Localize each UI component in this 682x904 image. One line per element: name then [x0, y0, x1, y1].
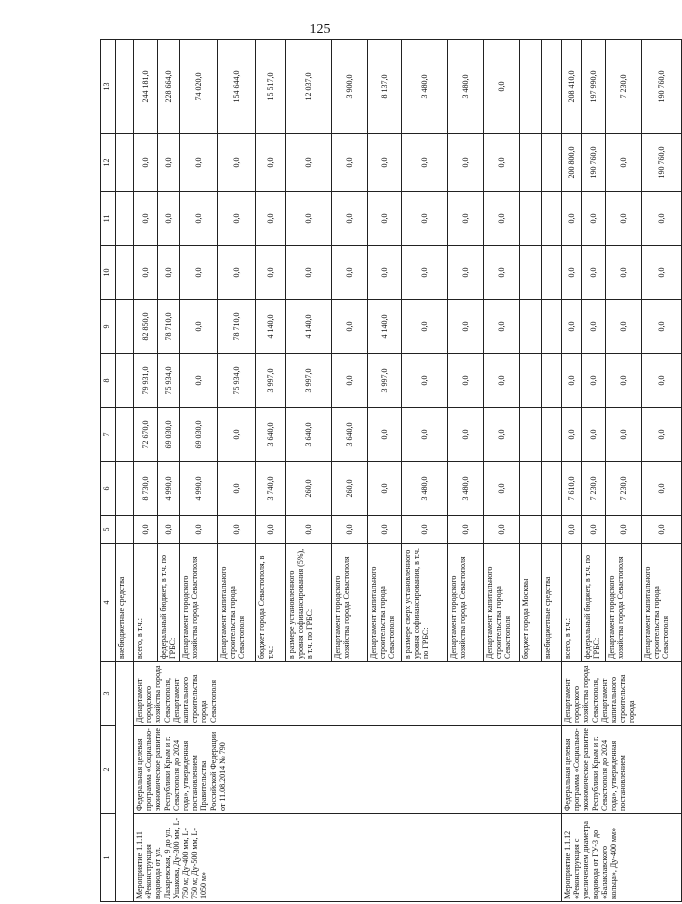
value-cell [542, 516, 562, 544]
value-cell: 0,0 [158, 134, 180, 192]
value-cell: 0,0 [402, 192, 448, 246]
value-cell: 0,0 [332, 516, 368, 544]
value-cell: 0,0 [562, 300, 582, 354]
value-cell: 0,0 [134, 192, 158, 246]
value-cell: 0,0 [448, 300, 484, 354]
value-cell: 197 990,0 [582, 40, 606, 134]
value-cell: 260,0 [332, 462, 368, 516]
measure-1-1-11-c1: Мероприятие 1.1.11 «Реконструкция водовода от ул. Лазаревская, 9 до ул. Ушакова, Ду-300 мм, L-750 м; Ду-400 мм, L-750 м; Ду-500 мм, L-1050 м» [134, 814, 562, 902]
value-cell [520, 408, 542, 462]
col-header: 7 [101, 408, 116, 462]
value-cell: 0,0 [286, 246, 332, 300]
value-cell: 3 640,0 [332, 408, 368, 462]
value-cell: 200 800,0 [562, 134, 582, 192]
value-cell: 7 230,0 [582, 462, 606, 516]
value-cell: 0,0 [402, 354, 448, 408]
value-cell: 0,0 [218, 462, 256, 516]
value-cell: 0,0 [218, 516, 256, 544]
value-cell: 0,0 [448, 246, 484, 300]
value-cell: 0,0 [402, 408, 448, 462]
value-cell: 0,0 [484, 516, 520, 544]
value-cell: 0,0 [158, 516, 180, 544]
value-cell: 0,0 [368, 192, 402, 246]
value-cell: 0,0 [642, 462, 682, 516]
value-cell [520, 134, 542, 192]
value-cell: 154 644,0 [218, 40, 256, 134]
value-cell: 3 900,0 [332, 40, 368, 134]
column-number-row [101, 40, 116, 902]
value-cell: 0,0 [368, 408, 402, 462]
value-cell: 15 517,0 [256, 40, 286, 134]
value-cell: 0,0 [484, 408, 520, 462]
source-cell: Департамент капитального строительства города Севастополя [642, 544, 682, 662]
value-cell: 4 140,0 [286, 300, 332, 354]
value-cell: 0,0 [368, 246, 402, 300]
value-cell: 0,0 [332, 134, 368, 192]
value-cell: 4 140,0 [368, 300, 402, 354]
value-cell: 0,0 [180, 134, 218, 192]
value-cell: 69 030,0 [158, 408, 180, 462]
value-cell: 0,0 [332, 192, 368, 246]
value-cell: 0,0 [134, 134, 158, 192]
value-cell: 4 990,0 [180, 462, 218, 516]
measure-1-1-12-c3: Департамент городского хозяйства города Севастополя, Департамент капитального строительства города [562, 662, 682, 726]
value-cell: 0,0 [218, 134, 256, 192]
source-cell: бюджет города Москвы [520, 544, 542, 662]
value-cell: 0,0 [562, 192, 582, 246]
value-cell: 0,0 [582, 354, 606, 408]
value-cell: 0,0 [642, 408, 682, 462]
value-cell: 0,0 [218, 246, 256, 300]
value-cell: 0,0 [606, 300, 642, 354]
col-header: 9 [101, 300, 116, 354]
value-cell: 0,0 [134, 246, 158, 300]
value-cell: 0,0 [256, 246, 286, 300]
value-cell: 3 480,0 [448, 40, 484, 134]
value-cell: 0,0 [606, 354, 642, 408]
source-cell: Департамент городского хозяйства города Севастополя [448, 544, 484, 662]
value-cell: 82 850,0 [134, 300, 158, 354]
value-cell [542, 354, 562, 408]
value-cell: 0,0 [606, 516, 642, 544]
measure-1-1-11-c2: Федеральная целевая программа «Социально-экономическое развитие Республики Крым и г. Севастополя до 2024 года», утвержденная постановлением Правительства Российской Федерации от 11.08.2014 № 790 [134, 726, 562, 814]
col-header: 10 [101, 246, 116, 300]
value-cell: 0,0 [332, 300, 368, 354]
page-number: 125 [309, 22, 331, 37]
value-cell [542, 134, 562, 192]
value-cell: 0,0 [582, 300, 606, 354]
value-cell: 0,0 [484, 246, 520, 300]
value-cell [542, 246, 562, 300]
value-cell: 0,0 [402, 134, 448, 192]
value-cell: 208 410,0 [562, 40, 582, 134]
value-cell: 0,0 [642, 516, 682, 544]
value-cell: 4 140,0 [256, 300, 286, 354]
value-cell: 3 997,0 [368, 354, 402, 408]
value-cell: 0,0 [562, 516, 582, 544]
table-row [116, 40, 134, 902]
value-cell: 0,0 [484, 40, 520, 134]
value-cell: 3 997,0 [256, 354, 286, 408]
source-cell: внебюджетные средства [116, 544, 134, 662]
value-cell [542, 408, 562, 462]
col-header: 11 [101, 192, 116, 246]
value-cell: 244 181,0 [134, 40, 158, 134]
table-row [134, 40, 158, 902]
measure-1-1-12-c2: Федеральная целевая программа «Социально-экономическое развитие Республики Крым и г. Севастополя до 2024 года», утвержденная постановлением [562, 726, 682, 814]
source-cell: всего, в т.ч.: [562, 544, 582, 662]
value-cell: 228 664,0 [158, 40, 180, 134]
value-cell: 0,0 [180, 192, 218, 246]
value-cell: 8 137,0 [368, 40, 402, 134]
value-cell: 0,0 [256, 516, 286, 544]
value-cell: 0,0 [402, 516, 448, 544]
source-cell: Департамент капитального строительства города Севастополя [484, 544, 520, 662]
value-cell: 0,0 [606, 246, 642, 300]
value-cell: 0,0 [180, 246, 218, 300]
source-cell: Департамент капитального строительства города Севастополя [368, 544, 402, 662]
source-cell: федеральный бюджет, в т.ч. по ГРБС: [158, 544, 180, 662]
col-header: 13 [101, 40, 116, 134]
col-header: 6 [101, 462, 116, 516]
col-header: 4 [101, 544, 116, 662]
value-cell: 0,0 [484, 134, 520, 192]
source-cell: Департамент городского хозяйства города Севастополя [606, 544, 642, 662]
source-cell: в размере установленного уровня софинансирования (5%), в т.ч. по ГРБС: [286, 544, 332, 662]
source-cell: в размере сверх установленного уровня софинансирования, в т.ч. по ГРБС: [402, 544, 448, 662]
value-cell: 0,0 [368, 516, 402, 544]
value-cell: 3 480,0 [402, 462, 448, 516]
value-cell: 78 710,0 [218, 300, 256, 354]
value-cell: 0,0 [180, 354, 218, 408]
value-cell: 75 934,0 [218, 354, 256, 408]
value-cell: 0,0 [484, 462, 520, 516]
value-cell: 0,0 [402, 300, 448, 354]
value-cell: 7 230,0 [606, 40, 642, 134]
value-cell [520, 40, 542, 134]
value-cell: 69 030,0 [180, 408, 218, 462]
col-header: 2 [101, 726, 116, 814]
source-cell: всего, в т.ч.: [134, 544, 158, 662]
value-cell: 0,0 [368, 134, 402, 192]
value-cell: 0,0 [286, 134, 332, 192]
value-cell: 72 670,0 [134, 408, 158, 462]
value-cell: 3 740,0 [256, 462, 286, 516]
value-cell [542, 40, 562, 134]
col-header: 3 [101, 662, 116, 726]
value-cell: 0,0 [582, 408, 606, 462]
col-header: 8 [101, 354, 116, 408]
value-cell: 190 760,0 [582, 134, 606, 192]
value-cell: 0,0 [218, 192, 256, 246]
value-cell: 0,0 [368, 462, 402, 516]
value-cell: 0,0 [606, 408, 642, 462]
value-cell: 0,0 [582, 246, 606, 300]
table-row [562, 40, 582, 902]
funding-table [100, 39, 682, 902]
source-cell: бюджет города Севастополя, в т.ч.: [256, 544, 286, 662]
empty-cell [116, 662, 134, 902]
value-cell: 3 640,0 [286, 408, 332, 462]
value-cell: 0,0 [180, 516, 218, 544]
value-cell [520, 354, 542, 408]
value-cell: 3 997,0 [286, 354, 332, 408]
value-cell: 0,0 [256, 134, 286, 192]
value-cell: 190 760,0 [642, 134, 682, 192]
value-cell: 78 710,0 [158, 300, 180, 354]
value-cell [520, 300, 542, 354]
value-cell [520, 246, 542, 300]
rotated-table-stage [100, 40, 671, 902]
value-cell: 7 610,0 [562, 462, 582, 516]
value-cell [520, 192, 542, 246]
source-cell: внебюджетные средства [542, 544, 562, 662]
value-cell: 74 020,0 [180, 40, 218, 134]
value-cell: 0,0 [448, 516, 484, 544]
value-cell: 0,0 [484, 300, 520, 354]
value-cell [520, 462, 542, 516]
source-cell: Департамент капитального строительства города Севастополя [218, 544, 256, 662]
value-cell: 75 934,0 [158, 354, 180, 408]
value-cell: 3 480,0 [448, 462, 484, 516]
value-cell: 0,0 [642, 192, 682, 246]
value-cell: 0,0 [256, 192, 286, 246]
value-cell [542, 192, 562, 246]
value-cell: 0,0 [332, 246, 368, 300]
value-cell: 12 037,0 [286, 40, 332, 134]
value-cell: 0,0 [606, 192, 642, 246]
value-cell: 0,0 [286, 192, 332, 246]
value-cell: 0,0 [402, 246, 448, 300]
col-header: 1 [101, 814, 116, 902]
value-cell [542, 300, 562, 354]
col-header: 12 [101, 134, 116, 192]
value-cell: 0,0 [484, 354, 520, 408]
value-cell: 3 480,0 [402, 40, 448, 134]
value-cell: 0,0 [218, 408, 256, 462]
value-cell: 190 760,0 [642, 40, 682, 134]
value-cell: 8 730,0 [134, 462, 158, 516]
value-cell: 0,0 [606, 134, 642, 192]
value-cell: 0,0 [642, 300, 682, 354]
value-cell: 7 230,0 [606, 462, 642, 516]
value-cell: 0,0 [582, 516, 606, 544]
value-cell: 0,0 [448, 134, 484, 192]
value-cell: 0,0 [448, 408, 484, 462]
value-cell: 0,0 [158, 192, 180, 246]
value-cell: 0,0 [180, 300, 218, 354]
measure-1-1-11-c3: Департамент городского хозяйства города Севастополя, Департамент капитального строительства города Севастополя [134, 662, 562, 726]
value-cell: 3 640,0 [256, 408, 286, 462]
source-cell: федеральный бюджет, в т.ч. по ГРБС: [582, 544, 606, 662]
value-cell: 0,0 [642, 354, 682, 408]
source-cell: Департамент городского хозяйства города Севастополя [332, 544, 368, 662]
value-cell: 0,0 [562, 246, 582, 300]
value-cell [520, 516, 542, 544]
value-cell: 0,0 [582, 192, 606, 246]
value-cell: 0,0 [332, 354, 368, 408]
value-cell: 0,0 [448, 354, 484, 408]
value-cell: 0,0 [562, 354, 582, 408]
value-cell: 0,0 [158, 246, 180, 300]
value-cell: 0,0 [642, 246, 682, 300]
value-cell: 0,0 [134, 516, 158, 544]
value-cell: 4 990,0 [158, 462, 180, 516]
value-cell: 260,0 [286, 462, 332, 516]
value-cell [542, 462, 562, 516]
value-cell: 0,0 [562, 408, 582, 462]
value-cell: 79 931,0 [134, 354, 158, 408]
value-cell: 0,0 [286, 516, 332, 544]
col-header: 5 [101, 516, 116, 544]
measure-1-1-12-c1: Мероприятие 1.1.12 «Реконструкция с увеличением диаметра водовода от ГУ-3 до «Балаклавского кольца», Ду-400 мм» [562, 814, 682, 902]
value-cell: 0,0 [448, 192, 484, 246]
value-cell: 0,0 [484, 192, 520, 246]
source-cell: Департамент городского хозяйства города Севастополя [180, 544, 218, 662]
